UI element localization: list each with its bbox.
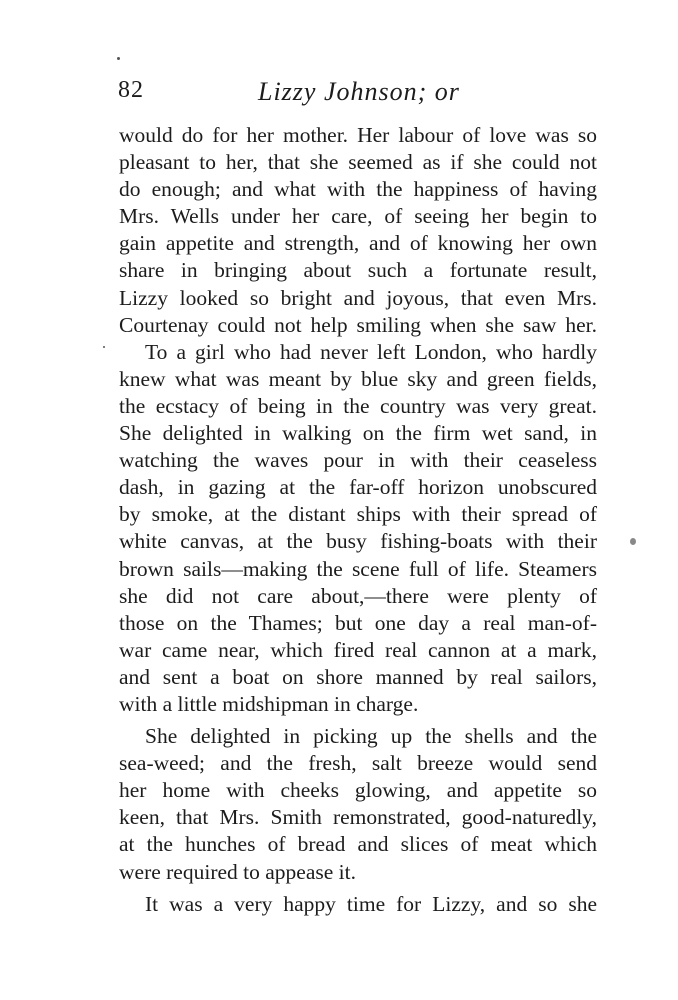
text-line: white canvas, at the busy fishing-boats with their bbox=[119, 529, 597, 554]
text-line: knew what was meant by blue sky and green fields, bbox=[119, 366, 597, 391]
text-line: the ecstacy of being in the country was very great. bbox=[119, 393, 597, 418]
text-line: She delighted in picking up the shells and the bbox=[145, 724, 597, 749]
text-line: sea-weed; and the fresh, salt breeze would send bbox=[119, 751, 597, 776]
text-line: war came near, which fired real cannon at a mark, bbox=[119, 637, 597, 662]
ink-speck bbox=[630, 538, 636, 545]
ink-speck bbox=[103, 346, 105, 348]
text-line: keen, that Mrs. Smith remonstrated, good-naturedly, bbox=[119, 805, 597, 830]
text-line: pleasant to her, that she seemed as if she could not bbox=[119, 150, 597, 175]
text-line: Courtenay could not help smiling when she saw her. bbox=[119, 312, 597, 337]
text-line: her home with cheeks glowing, and appetite so bbox=[119, 778, 597, 803]
text-line: by smoke, at the distant ships with their spread of bbox=[119, 502, 597, 527]
text-line: share in bringing about such a fortunate result, bbox=[119, 258, 597, 283]
text-line: were required to appease it. bbox=[119, 859, 356, 884]
text-line: brown sails—making the scene full of life. Steamers bbox=[119, 556, 597, 581]
text-line: with a little midshipman in charge. bbox=[119, 691, 419, 716]
text-line: she did not care about,—there were plenty of bbox=[119, 583, 597, 608]
running-title: Lizzy Johnson; or bbox=[258, 77, 460, 106]
text-line: watching the waves pour in with their ceaseless bbox=[119, 448, 597, 473]
text-line: It was a very happy time for Lizzy, and so she bbox=[145, 891, 597, 916]
text-line: those on the Thames; but one day a real man-of- bbox=[119, 610, 597, 635]
text-line: Lizzy looked so bright and joyous, that even Mrs. bbox=[119, 285, 597, 310]
text-line: do enough; and what with the happiness of having bbox=[119, 177, 597, 202]
text-line: at the hunches of bread and slices of meat which bbox=[119, 832, 597, 857]
text-line: dash, in gazing at the far-off horizon unobscured bbox=[119, 475, 597, 500]
text-line: She delighted in walking on the firm wet sand, in bbox=[119, 421, 597, 446]
text-line: and sent a boat on shore manned by real sailors, bbox=[119, 664, 597, 689]
text-line: Mrs. Wells under her care, of seeing her begin to bbox=[119, 204, 597, 229]
running-head bbox=[118, 77, 598, 111]
text-line: would do for her mother. Her labour of love was so bbox=[119, 123, 597, 147]
text-line: To a girl who had never left London, who hardly bbox=[145, 339, 597, 364]
body-text bbox=[119, 122, 597, 918]
text-line: gain appetite and strength, and of knowing her own bbox=[119, 231, 597, 256]
page-number: 82 bbox=[118, 77, 144, 103]
ink-speck bbox=[117, 57, 120, 60]
